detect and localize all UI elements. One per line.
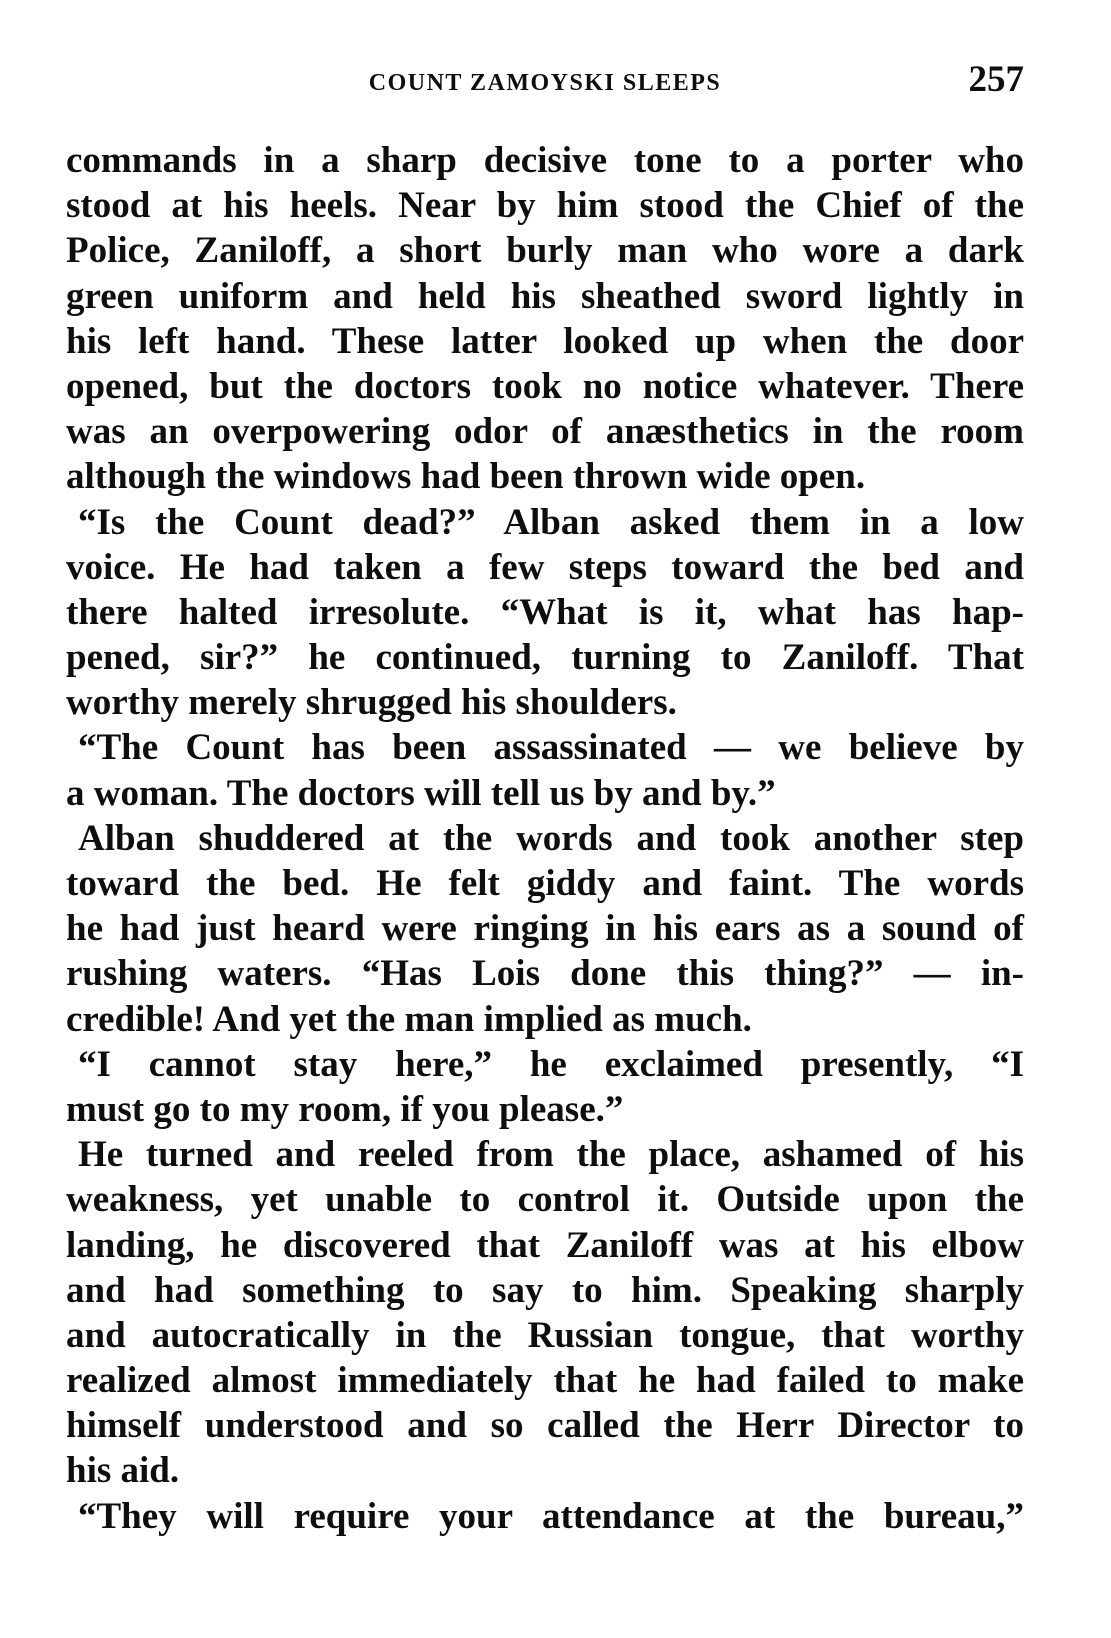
text-line: green uniform and held his sheathed sword lightly in [66, 275, 1024, 317]
running-title: COUNT ZAMOYSKI SLEEPS [368, 70, 722, 96]
running-head [66, 56, 1024, 106]
text-line: Police, Zaniloff, a short burly man who wore a dark [66, 230, 1024, 272]
text-line: landing, he discovered that Zaniloff was at his elbow [66, 1224, 1024, 1266]
text-line: rushing waters. “Has Lois done this thing?” — in- [66, 953, 1024, 995]
text-line: there halted irresolute. “What is it, what has hap- [66, 591, 1024, 633]
text-line: was an overpowering odor of anæsthetics in the room [66, 411, 1024, 453]
text-line: his aid. [66, 1450, 180, 1492]
text-line: he had just heard were ringing in his ears as a sound of [66, 908, 1024, 950]
text-line: Alban shuddered at the words and took another step [78, 817, 1024, 859]
text-line: “Is the Count dead?” Alban asked them in a low [78, 501, 1024, 543]
page-number: 257 [968, 59, 1024, 100]
text-line: “The Count has been assassinated — we believe by [78, 727, 1024, 769]
text-line: toward the bed. He felt giddy and faint. The words [66, 863, 1024, 904]
text-line: opened, but the doctors took no notice whatever. There [66, 365, 1024, 407]
text-line: weakness, yet unable to control it. Outside upon the [66, 1179, 1024, 1221]
body-text [66, 138, 1024, 1539]
text-line: He turned and reeled from the place, ashamed of his [78, 1134, 1024, 1176]
text-line: realized almost immediately that he had failed to make [66, 1360, 1024, 1402]
text-line: himself understood and so called the Herr Director to [66, 1405, 1024, 1447]
text-line: must go to my room, if you please.” [66, 1088, 624, 1130]
text-line: although the windows had been thrown wide open. [66, 456, 866, 498]
text-line: credible! And yet the man implied as much. [66, 998, 752, 1040]
text-line: a woman. The doctors will tell us by and by.” [66, 772, 776, 814]
text-line: and had something to say to him. Speaking sharply [66, 1269, 1024, 1311]
text-line: pened, sir?” he continued, turning to Zaniloff. That [66, 637, 1024, 679]
text-line: worthy merely shrugged his shoulders. [66, 682, 677, 724]
text-line: and autocratically in the Russian tongue, that worthy [66, 1314, 1024, 1356]
text-line: his left hand. These latter looked up when the door [66, 320, 1024, 362]
text-line: “They will require your attendance at the bureau,” [78, 1495, 1024, 1537]
text-line: commands in a sharp decisive tone to a porter who [66, 140, 1024, 181]
text-line: “I cannot stay here,” he exclaimed presently, “I [78, 1043, 1024, 1085]
text-line: stood at his heels. Near by him stood the Chief of the [66, 185, 1024, 227]
text-line: voice. He had taken a few steps toward the bed and [66, 546, 1024, 588]
